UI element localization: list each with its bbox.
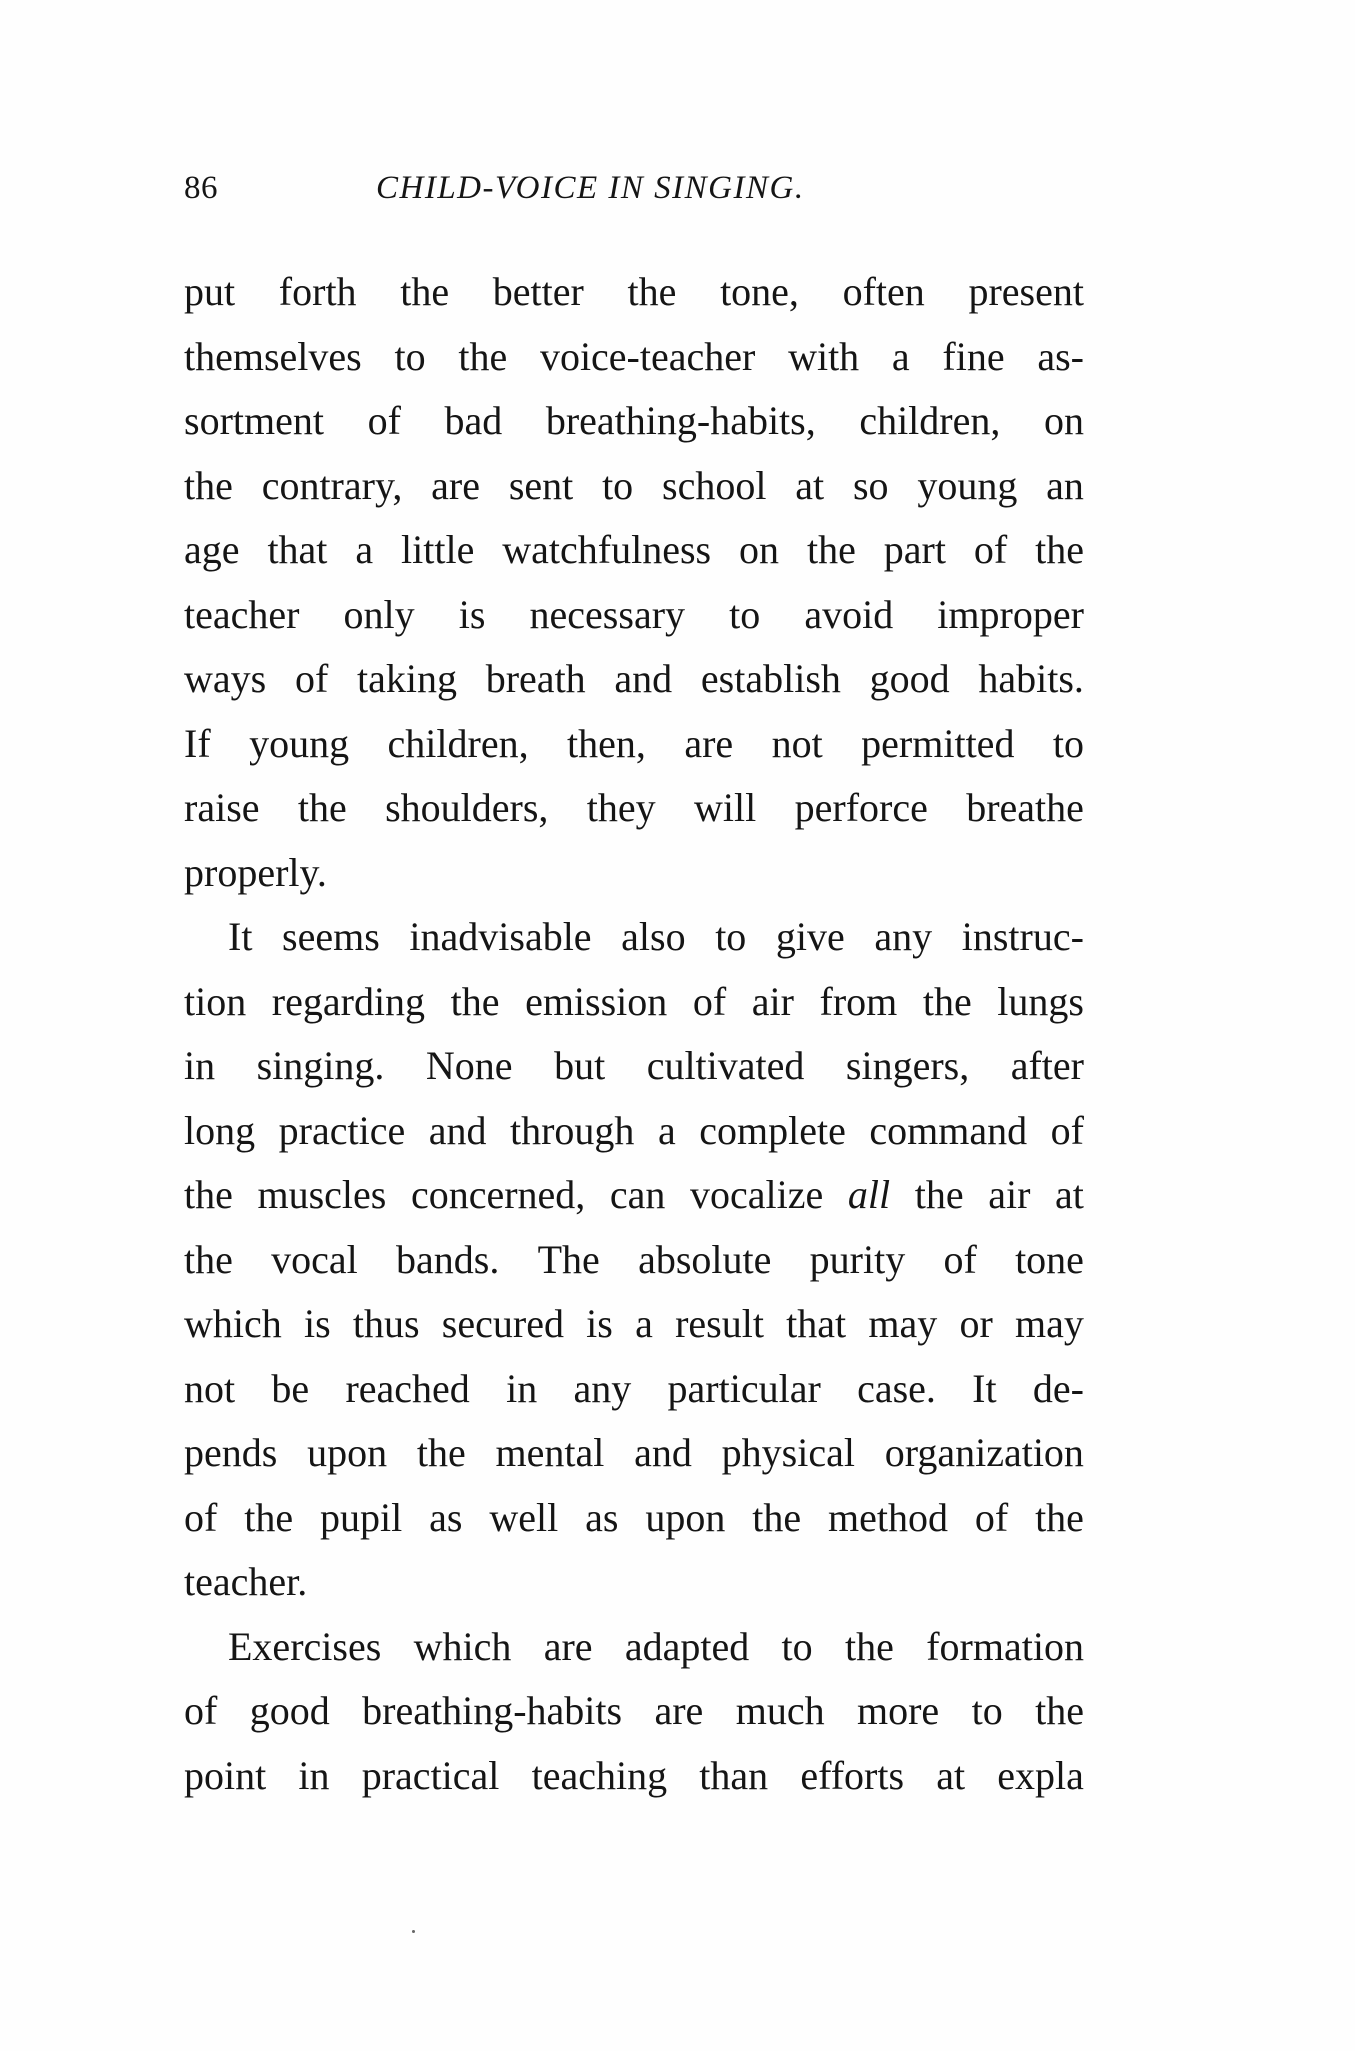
text-line: age that a little watchfulness on the part of the [184,527,1084,572]
text-line: the vocal bands. The absolute purity of tone [184,1236,1084,1282]
text-line: raise the shoulders, they will perforce breathe [184,785,1084,830]
text-line: It seems inadvisable also to give any instruc- [228,914,1084,959]
text-line: ways of taking breath and establish good habits. [184,656,1084,701]
text-line: Exercises which are adapted to the formation [228,1623,1084,1669]
text-line: themselves to the voice-teacher with a fine as- [184,333,1084,379]
text-line: tion regarding the emission of air from the lungs [184,978,1084,1024]
text-line: the muscles concerned, can vocalize all the air at [184,1172,1084,1217]
text-line: which is thus secured is a result that may or may [184,1301,1084,1346]
text-line: not be reached in any particular case. It de- [184,1365,1084,1411]
text-line: the contrary, are sent to school at so young an [184,462,1084,508]
text-line: point in practical teaching than efforts at expla [184,1752,1084,1798]
text-line: long practice and through a complete command of [184,1107,1084,1153]
running-title: CHILD-VOICE IN SINGING. [376,170,805,206]
running-head [184,170,1084,220]
text-line: of good breathing-habits are much more to the [184,1688,1084,1733]
text-line: teacher. [184,1559,308,1604]
page-number: 86 [184,170,218,206]
text-line: sortment of bad breathing-habits, children, on [184,398,1084,443]
text-line: properly. [184,849,327,895]
text-line: in singing. None but cultivated singers, after [184,1043,1084,1088]
text-line: put forth the better the tone, often present [184,269,1084,314]
text-line: teacher only is necessary to avoid improper [184,591,1084,637]
text-line: If young children, then, are not permitted to [184,720,1084,766]
text-line: of the pupil as well as upon the method of the [184,1494,1084,1540]
print-speck [412,1930,415,1933]
text-line: pends upon the mental and physical organization [184,1430,1084,1475]
body-text [184,260,1084,1808]
